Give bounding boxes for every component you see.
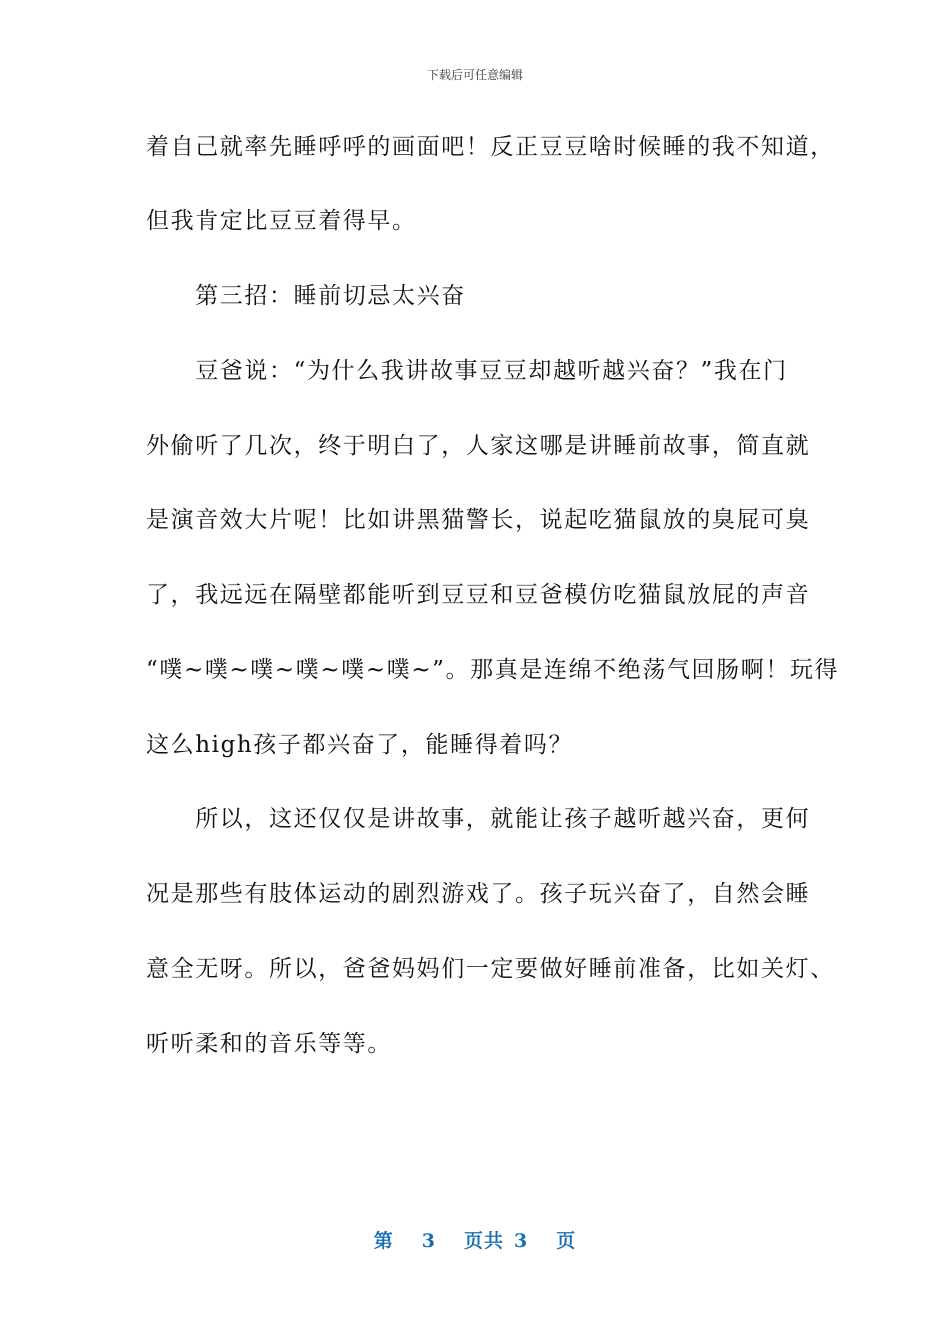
footer-page-prefix: 第: [373, 1230, 394, 1252]
text-line: 第三招：睡前切忌太兴奋: [146, 283, 466, 309]
text-line: 意全无呀。所以，爸爸妈妈们一定要做好睡前准备，比如关灯、: [146, 956, 835, 982]
footer-total-pages: 3: [514, 1230, 529, 1252]
footer-page-middle: 页共: [463, 1230, 504, 1252]
text-line: “噗~噗~噗~噗~噗~噗~”。那真是连绵不绝荡气回肠啊！玩得: [146, 657, 840, 683]
page-header: 下载后可任意编辑: [426, 68, 523, 82]
text-line: 这么high孩子都兴奋了，能睡得着吗？: [146, 732, 574, 758]
text-line: 听听柔和的音乐等等。: [146, 1031, 392, 1057]
text-line: 着自己就率先睡呼呼的画面吧！反正豆豆啥时候睡的我不知道，: [146, 134, 835, 160]
footer-page-suffix: 页: [556, 1230, 577, 1252]
text-line: 是演音效大片呢！比如讲黑猫警长，说起吃猫鼠放的臭屁可臭: [146, 507, 811, 533]
text-line: 豆爸说：“为什么我讲故事豆豆却越听越兴奋？”我在门: [146, 358, 788, 384]
page-footer: [0, 1226, 950, 1253]
text-line: 了，我远远在隔壁都能听到豆豆和豆爸模仿吃猫鼠放屁的声音: [146, 582, 811, 608]
text-line: 所以，这还仅仅是讲故事，就能让孩子越听越兴奋，更何: [146, 806, 811, 832]
footer-current-page: 3: [421, 1230, 436, 1252]
text-line: 外偷听了几次，终于明白了，人家这哪是讲睡前故事，简直就: [146, 433, 811, 459]
text-line: 但我肯定比豆豆着得早。: [146, 208, 417, 234]
text-line: 况是那些有肢体运动的剧烈游戏了。孩子玩兴奋了，自然会睡: [146, 881, 811, 907]
